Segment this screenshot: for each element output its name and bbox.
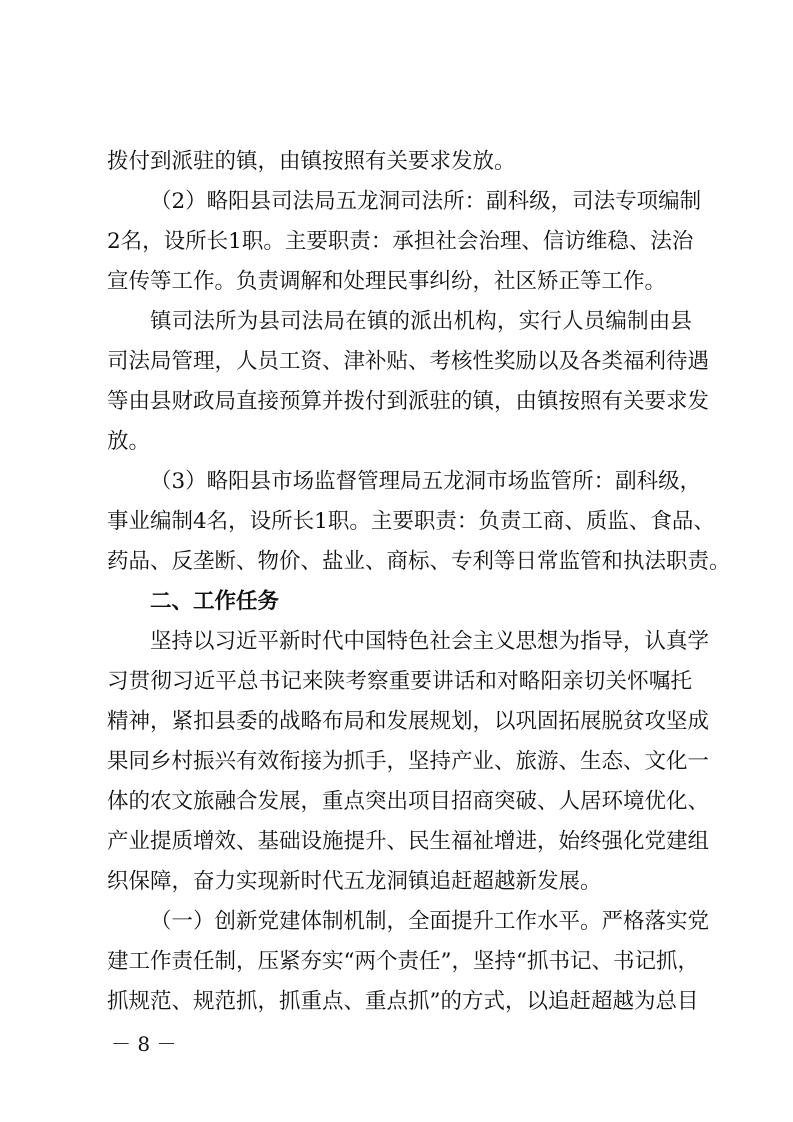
paragraph-line: 2名，设所长1职。主要职责：承担社会治理、信访维稳、法治 <box>107 229 694 254</box>
paragraph-line: 果同乡村振兴有效衔接为抓手，坚持产业、旅游、生态、文化一 <box>107 749 710 774</box>
paragraph-line: 织保障，奋力实现新时代五龙洞镇追赶超越新发展。 <box>107 869 602 894</box>
paragraph-line: 药品、反垄断、物价、盐业、商标、专利等日常监管和执法职责。 <box>107 549 731 574</box>
paragraph-line: 抓规范、规范抓，抓重点、重点抓”的方式，以追赶超越为总目 <box>107 989 699 1014</box>
paragraph-line: 体的农文旅融合发展，重点突出项目招商突破、人居环境优化、 <box>107 789 710 814</box>
paragraph-line: 宣传等工作。负责调解和处理民事纠纷，社区矫正等工作。 <box>107 269 667 294</box>
paragraph-line: （一）创新党建体制机制，全面提升工作水平。严格落实党 <box>150 909 710 934</box>
section-heading: 二、工作任务 <box>150 589 280 614</box>
paragraph-line: 司法局管理，人员工资、津补贴、考核性奖励以及各类福利待遇 <box>107 349 710 374</box>
paragraph-line: （2）略阳县司法局五龙洞司法所：副科级，司法专项编制 <box>150 189 702 214</box>
paragraph-line: 精神，紧扣县委的战略布局和发展规划，以巩固拓展脱贫攻坚成 <box>107 709 710 734</box>
page-number: － 8 － <box>111 1032 177 1056</box>
paragraph-line: 放。 <box>107 429 151 454</box>
paragraph-line: （3）略阳县市场监督管理局五龙洞市场监管所：副科级， <box>150 469 702 494</box>
paragraph-line: 拨付到派驻的镇，由镇按照有关要求发放。 <box>107 149 516 174</box>
paragraph-line: 坚持以习近平新时代中国特色社会主义思想为指导，认真学 <box>150 629 710 654</box>
paragraph-line: 事业编制4名，设所长1职。主要职责：负责工商、质监、食品、 <box>107 509 715 534</box>
paragraph-line: 习贯彻习近平总书记来陕考察重要讲话和对略阳亲切关怀嘱托 <box>107 669 692 694</box>
paragraph-line: 产业提质增效、基础设施提升、民生福祉增进，始终强化党建组 <box>107 829 710 854</box>
paragraph-line: 镇司法所为县司法局在镇的派出机构，实行人员编制由县 <box>150 309 692 334</box>
paragraph-line: 等由县财政局直接预算并拨付到派驻的镇，由镇按照有关要求发 <box>107 389 710 414</box>
paragraph-line: 建工作责任制，压紧夯实“两个责任”，坚持“抓书记、书记抓， <box>107 949 699 974</box>
